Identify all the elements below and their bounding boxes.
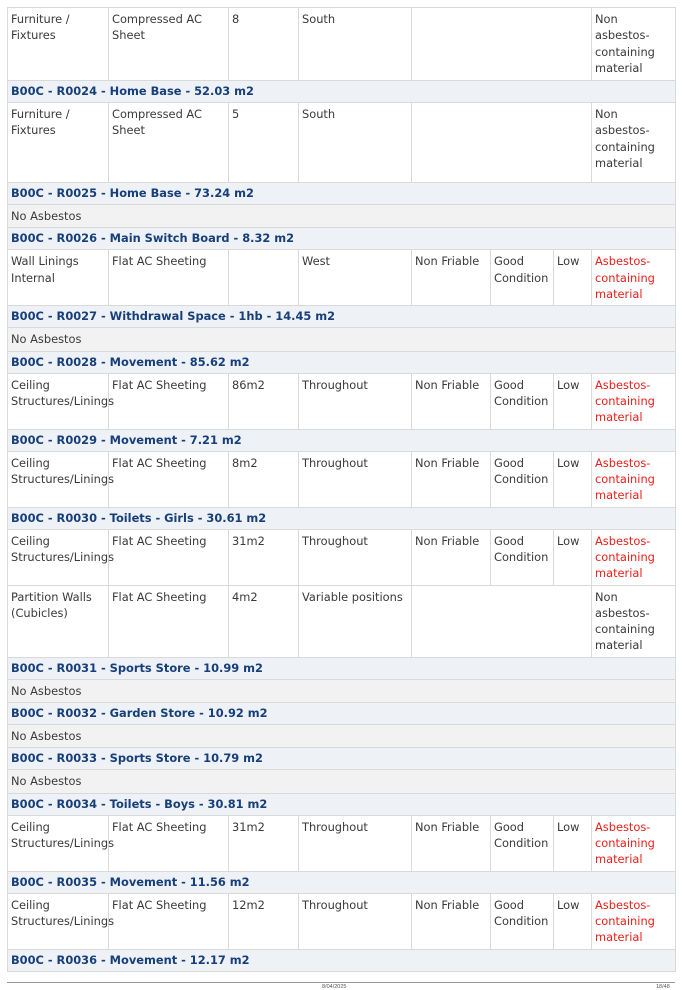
no-asbestos-row [8,725,676,748]
risk-rating-cell: Low [554,529,592,585]
condition-cell [491,8,554,81]
room-header-row [8,81,676,103]
risk-rating-cell: Low [554,893,592,949]
material-cell: Flat AC Sheeting [109,529,229,585]
quantity-cell: 31m2 [229,815,299,871]
item-name-cell: Furniture / Fixtures [8,8,109,81]
result-cell: Asbestos-containing material [592,815,676,871]
condition-cell: Good Condition [491,893,554,949]
item-name-cell: Partition Walls (Cubicles) [8,585,109,657]
room-title: B00C - R0025 - Home Base - 73.24 m2 [8,183,676,205]
item-name-cell: Furniture / Fixtures [8,103,109,183]
condition-cell: Good Condition [491,451,554,507]
room-header-row [8,657,676,679]
friability-cell: Non Friable [412,893,491,949]
room-title: B00C - R0034 - Toilets - Boys - 30.81 m2 [8,793,676,815]
quantity-cell: 8m2 [229,451,299,507]
room-header-row [8,703,676,725]
location-cell: Throughout [299,529,412,585]
no-asbestos-label: No Asbestos [8,725,676,748]
location-cell: South [299,103,412,183]
risk-rating-cell [554,103,592,183]
material-cell: Compressed AC Sheet [109,103,229,183]
material-cell: Flat AC Sheeting [109,373,229,429]
result-cell: Asbestos-containing material [592,893,676,949]
room-title: B00C - R0024 - Home Base - 52.03 m2 [8,81,676,103]
quantity-cell: 31m2 [229,529,299,585]
material-cell: Flat AC Sheeting [109,893,229,949]
result-cell: Non asbestos-containing material [592,8,676,81]
material-cell: Flat AC Sheeting [109,585,229,657]
material-row [8,103,676,183]
room-header-row [8,429,676,451]
material-row [8,250,676,306]
room-title: B00C - R0030 - Toilets - Girls - 30.61 m2 [8,507,676,529]
room-title: B00C - R0035 - Movement - 11.56 m2 [8,871,676,893]
room-title: B00C - R0036 - Movement - 12.17 m2 [8,949,676,971]
quantity-cell: 86m2 [229,373,299,429]
friability-cell: Non Friable [412,451,491,507]
friability-cell: Non Friable [412,529,491,585]
quantity-cell: 12m2 [229,893,299,949]
item-name-cell: Ceiling Structures/Linings [8,815,109,871]
material-row [8,373,676,429]
friability-cell: Non Friable [412,373,491,429]
room-header-row [8,306,676,328]
location-cell: South [299,8,412,81]
location-cell: West [299,250,412,306]
result-cell: Asbestos-containing material [592,451,676,507]
result-cell: Asbestos-containing material [592,529,676,585]
item-name-cell: Wall Linings Internal [8,250,109,306]
no-asbestos-label: No Asbestos [8,328,676,351]
room-header-row [8,793,676,815]
room-title: B00C - R0028 - Movement - 85.62 m2 [8,351,676,373]
room-header-row [8,949,676,971]
asbestos-register-table [7,7,676,972]
room-title: B00C - R0032 - Garden Store - 10.92 m2 [8,703,676,725]
room-header-row [8,871,676,893]
room-title: B00C - R0027 - Withdrawal Space - 1hb - 14.45 m2 [8,306,676,328]
item-name-cell: Ceiling Structures/Linings [8,373,109,429]
room-header-row [8,183,676,205]
quantity-cell: 8 [229,8,299,81]
material-cell: Flat AC Sheeting [109,815,229,871]
condition-cell: Good Condition [491,373,554,429]
material-cell: Compressed AC Sheet [109,8,229,81]
condition-cell [491,585,554,657]
result-cell: Non asbestos-containing material [592,103,676,183]
condition-cell: Good Condition [491,250,554,306]
material-row [8,529,676,585]
room-title: B00C - R0031 - Sports Store - 10.99 m2 [8,657,676,679]
room-header-row [8,507,676,529]
material-row [8,451,676,507]
risk-rating-cell [554,8,592,81]
no-asbestos-row [8,679,676,702]
risk-rating-cell [554,585,592,657]
no-asbestos-label: No Asbestos [8,205,676,228]
room-title: B00C - R0033 - Sports Store - 10.79 m2 [8,748,676,770]
friability-cell: Non Friable [412,815,491,871]
condition-cell: Good Condition [491,529,554,585]
material-row [8,893,676,949]
no-asbestos-row [8,205,676,228]
friability-cell [412,8,491,81]
result-cell: Asbestos-containing material [592,373,676,429]
item-name-cell: Ceiling Structures/Linings [8,451,109,507]
location-cell: Throughout [299,373,412,429]
material-row [8,585,676,657]
friability-cell [412,103,491,183]
location-cell: Throughout [299,893,412,949]
risk-rating-cell: Low [554,250,592,306]
quantity-cell: 5 [229,103,299,183]
result-cell: Asbestos-containing material [592,250,676,306]
footer-divider [7,982,675,983]
material-cell: Flat AC Sheeting [109,451,229,507]
location-cell: Throughout [299,815,412,871]
item-name-cell: Ceiling Structures/Linings [8,529,109,585]
friability-cell [412,585,491,657]
quantity-cell: 4m2 [229,585,299,657]
risk-rating-cell: Low [554,815,592,871]
material-row [8,8,676,81]
material-row [8,815,676,871]
friability-cell: Non Friable [412,250,491,306]
no-asbestos-row [8,770,676,793]
location-cell: Variable positions [299,585,412,657]
risk-rating-cell: Low [554,373,592,429]
result-cell: Non asbestos-containing material [592,585,676,657]
room-title: B00C - R0029 - Movement - 7.21 m2 [8,429,676,451]
material-cell: Flat AC Sheeting [109,250,229,306]
no-asbestos-label: No Asbestos [8,679,676,702]
room-title: B00C - R0026 - Main Switch Board - 8.32 m2 [8,228,676,250]
room-header-row [8,351,676,373]
location-cell: Throughout [299,451,412,507]
condition-cell [491,103,554,183]
room-header-row [8,228,676,250]
item-name-cell: Ceiling Structures/Linings [8,893,109,949]
risk-rating-cell: Low [554,451,592,507]
no-asbestos-label: No Asbestos [8,770,676,793]
room-header-row [8,748,676,770]
quantity-cell [229,250,299,306]
no-asbestos-row [8,328,676,351]
footer-page-number: 18/48 [656,984,670,990]
footer-date: 8/04/2025 [322,984,347,990]
condition-cell: Good Condition [491,815,554,871]
